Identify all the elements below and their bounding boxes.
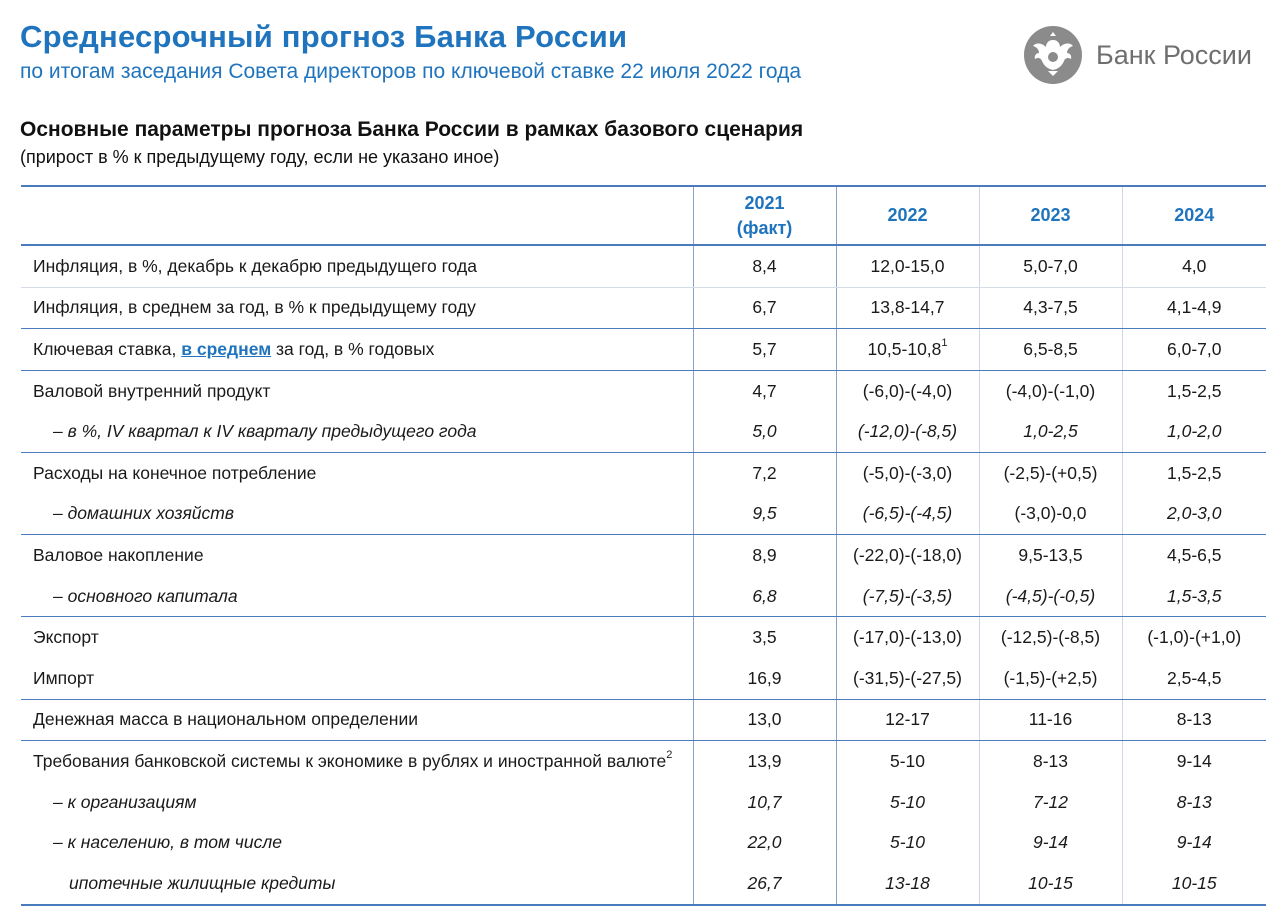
- cell-2021: 10,7: [693, 782, 836, 823]
- cell-2023: 8-13: [979, 741, 1122, 782]
- cell-2021: 8,9: [693, 535, 836, 576]
- cell-2024: 4,5-6,5: [1167, 544, 1222, 565]
- forecast-table: [21, 185, 1266, 906]
- cell-2024: 2,0-3,0: [1122, 494, 1266, 535]
- column-header-year: 2021: [744, 192, 785, 213]
- cell-2023: 9,5-13,5: [979, 535, 1122, 576]
- cell-2021: 9,5: [693, 494, 836, 535]
- row-label: Требования банковской системы к экономике в рублях и иностранной валюте: [33, 750, 667, 771]
- row-label: Расходы на конечное потребление: [21, 452, 693, 493]
- section-title: Основные параметры прогноза Банка России в рамках базового сценария: [20, 118, 804, 141]
- row-label: Экспорт: [21, 617, 693, 658]
- cell-2024: 4,1-4,9: [1122, 287, 1266, 329]
- cell-2024: 2,5-4,5: [1122, 658, 1266, 699]
- cell-2022: 13-18: [836, 863, 979, 905]
- cell-2023: (-12,5)-(-8,5): [979, 617, 1122, 658]
- table-row: [21, 741, 1266, 782]
- row-label: Инфляция, в среднем за год, в % к предыдущему году: [21, 287, 693, 329]
- cell-2021: 22,0: [693, 822, 836, 863]
- cell-2024: (-1,0)-(+1,0): [1147, 627, 1242, 648]
- cell-2024: 4,0: [1122, 245, 1266, 287]
- cell-2021: 26,7: [693, 863, 836, 905]
- page-title: Среднесрочный прогноз Банка России: [20, 19, 628, 54]
- cell-2024: 8-13: [1122, 699, 1266, 741]
- cell-2021: 4,7: [693, 370, 836, 411]
- cell-2023: 6,5-8,5: [979, 329, 1122, 371]
- cell-2021: 6,7: [693, 287, 836, 329]
- table-row: [21, 535, 1266, 576]
- cell-2023: (-3,0)-0,0: [979, 494, 1122, 535]
- table-row: [21, 617, 1266, 658]
- header-empty-cell: [21, 186, 693, 245]
- cell-2024: 8-13: [1176, 791, 1212, 812]
- cell-2022: (-12,0)-(-8,5): [836, 411, 979, 452]
- cell-2023: (-1,5)-(+2,5): [979, 658, 1122, 699]
- page-subtitle: по итогам заседания Совета директоров по ключевой ставке 22 июля 2022 года: [20, 60, 801, 83]
- cell-2021: 16,9: [693, 658, 836, 699]
- bank-of-russia-logo: [1024, 24, 1264, 88]
- cell-2024: 1,5-2,5: [1167, 462, 1222, 483]
- cell-2023: 7-12: [979, 782, 1122, 823]
- column-header-2023: 2023: [979, 186, 1122, 245]
- table-row: [21, 494, 1266, 535]
- cell-2024: 6,0-7,0: [1122, 329, 1266, 371]
- cell-value: 10,5-10,8: [867, 338, 942, 359]
- cell-2024: 10-15: [1122, 863, 1266, 905]
- cell-2023: (-4,5)-(-0,5): [979, 576, 1122, 617]
- cell-2024: 1,5-3,5: [1122, 576, 1266, 617]
- table-row: [21, 245, 1266, 287]
- row-label: – домашних хозяйств: [21, 494, 693, 535]
- cell-2023: 1,0-2,5: [979, 411, 1122, 452]
- row-label: Валовой внутренний продукт: [21, 370, 693, 411]
- cell-2022: (-6,0)-(-4,0): [836, 370, 979, 411]
- column-header-2022: 2022: [836, 186, 979, 245]
- table-row: [21, 576, 1266, 617]
- key-rate-label-start: Ключевая ставка,: [33, 338, 182, 359]
- table-row: [21, 411, 1266, 452]
- cell-2021: 8,4: [693, 245, 836, 287]
- cell-2022: 12,0-15,0: [836, 245, 979, 287]
- row-label: – к организациям: [21, 782, 693, 823]
- row-label: Импорт: [21, 658, 693, 699]
- cell-2022: (-17,0)-(-13,0): [836, 617, 979, 658]
- row-label: Денежная масса в национальном определении: [21, 699, 693, 741]
- cell-2021: 13,0: [693, 699, 836, 741]
- cell-2023: 9-14: [979, 822, 1122, 863]
- table-row: [21, 863, 1266, 905]
- cell-2021: 7,2: [693, 452, 836, 493]
- cell-2023: (-2,5)-(+0,5): [979, 452, 1122, 493]
- key-rate-label-end: за год, в % годовых: [271, 338, 435, 359]
- row-label: – в %, IV квартал к IV кварталу предыдущего года: [21, 411, 693, 452]
- column-header-note: (факт): [736, 217, 793, 238]
- row-label: – основного капитала: [21, 576, 693, 617]
- cell-2024: 1,5-2,5: [1167, 380, 1222, 401]
- cell-2021: 5,7: [693, 329, 836, 371]
- cell-2023: 5,0-7,0: [979, 245, 1122, 287]
- cell-2024: 1,0-2,0: [1122, 411, 1266, 452]
- column-header-2024: 2024: [1122, 186, 1266, 245]
- section-subtitle: (прирост в % к предыдущему году, если не указано иное): [20, 147, 500, 167]
- table-row: [21, 452, 1266, 493]
- cell-2022: (-22,0)-(-18,0): [836, 535, 979, 576]
- row-label: ипотечные жилищные кредиты: [21, 863, 693, 905]
- table-row: [21, 370, 1266, 411]
- cell-2022: (-5,0)-(-3,0): [836, 452, 979, 493]
- table-row: [21, 287, 1266, 329]
- footnote-marker: 1: [941, 336, 948, 349]
- cell-2022: (-31,5)-(-27,5): [836, 658, 979, 699]
- cell-2022: 13,8-14,7: [836, 287, 979, 329]
- cell-2024: 9-14: [1176, 832, 1212, 853]
- cell-2022: (-6,5)-(-4,5): [836, 494, 979, 535]
- cell-2023: 4,3-7,5: [979, 287, 1122, 329]
- logo-text: Банк России: [1096, 40, 1252, 70]
- cell-2022: 5-10: [836, 741, 979, 782]
- double-headed-eagle-emblem: [1024, 26, 1082, 84]
- row-label: Валовое накопление: [21, 535, 693, 576]
- cell-2021: 5,0: [693, 411, 836, 452]
- cell-2021: 13,9: [693, 741, 836, 782]
- cell-2021: 6,8: [693, 576, 836, 617]
- cell-2022: [836, 329, 979, 371]
- table-row: [21, 699, 1266, 741]
- cell-2024: 9-14: [1176, 750, 1212, 771]
- cell-2022: (-7,5)-(-3,5): [836, 576, 979, 617]
- table-header-row: [21, 186, 1266, 245]
- cell-2022: 5-10: [836, 782, 979, 823]
- cell-2023: (-4,0)-(-1,0): [979, 370, 1122, 411]
- cell-2022: 12-17: [836, 699, 979, 741]
- table-row: [21, 782, 1266, 823]
- average-link[interactable]: в среднем: [181, 338, 272, 359]
- row-label: – к населению, в том числе: [21, 822, 693, 863]
- cell-2022: 5-10: [836, 822, 979, 863]
- table-row: [21, 658, 1266, 699]
- table-row: [21, 822, 1266, 863]
- column-header-2021: [693, 186, 836, 245]
- cell-2023: 11-16: [979, 699, 1122, 741]
- row-label: Инфляция, в %, декабрь к декабрю предыдущего года: [21, 245, 693, 287]
- cell-2021: 3,5: [693, 617, 836, 658]
- row-label-claims: [21, 741, 693, 782]
- footnote-marker: 2: [666, 748, 673, 761]
- cell-2023: 10-15: [979, 863, 1122, 905]
- table-row: [21, 329, 1266, 371]
- row-label-key-rate: [21, 329, 693, 371]
